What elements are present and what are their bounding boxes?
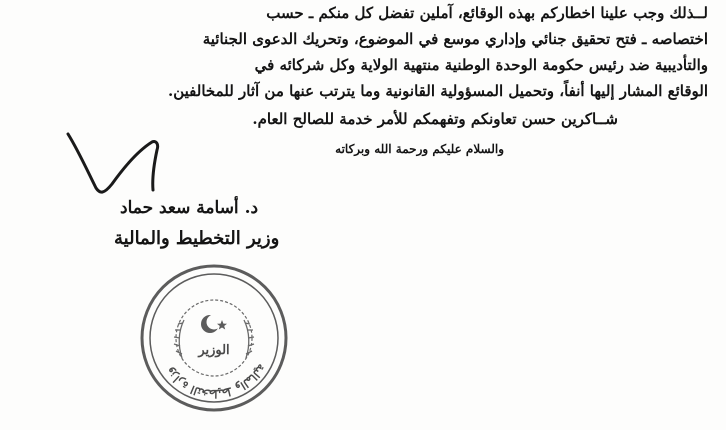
official-seal (138, 262, 290, 414)
handwritten-mark (60, 130, 170, 200)
body-line-1: لــذلك وجب علينا اخطاركم بهذه الوقائع، آملين تفضل كل منكم ـ حسب (266, 4, 708, 22)
body-line-3: والتأديبية ضد رئيس حكومة الوحدة الوطنية منتهية الولاية وكل شركائه في (254, 56, 708, 74)
seal-ring-text (163, 361, 268, 400)
closing-thanks: شــاكرين حسن تعاونكم وتفهمكم للأمر خدمة للصالح العام. (252, 110, 618, 128)
seal-inner-label: الوزير (198, 343, 230, 358)
seal-ring-path: وزارة التخطيط والمالية (162, 361, 269, 401)
signatory-title: وزير التخطيط والمالية (114, 228, 280, 249)
letter-body (98, 0, 708, 104)
crescent-star-icon (201, 315, 227, 334)
body-line-4: الوقائع المشار إليها أنفاً، وتحميل المسؤولية القانونية وما يترتب عنها من آثار للمخالفين. (168, 82, 708, 100)
body-line-2: اختصاصه ـ فتح تحقيق جنائي وإداري موسع في الموضوع، وتحريك الدعوى الجنائية (202, 30, 708, 48)
closing-greeting: والسلام عليكم ورحمة الله وبركاته (335, 142, 504, 156)
signatory-name: د. أسامة سعد حماد (120, 198, 259, 218)
